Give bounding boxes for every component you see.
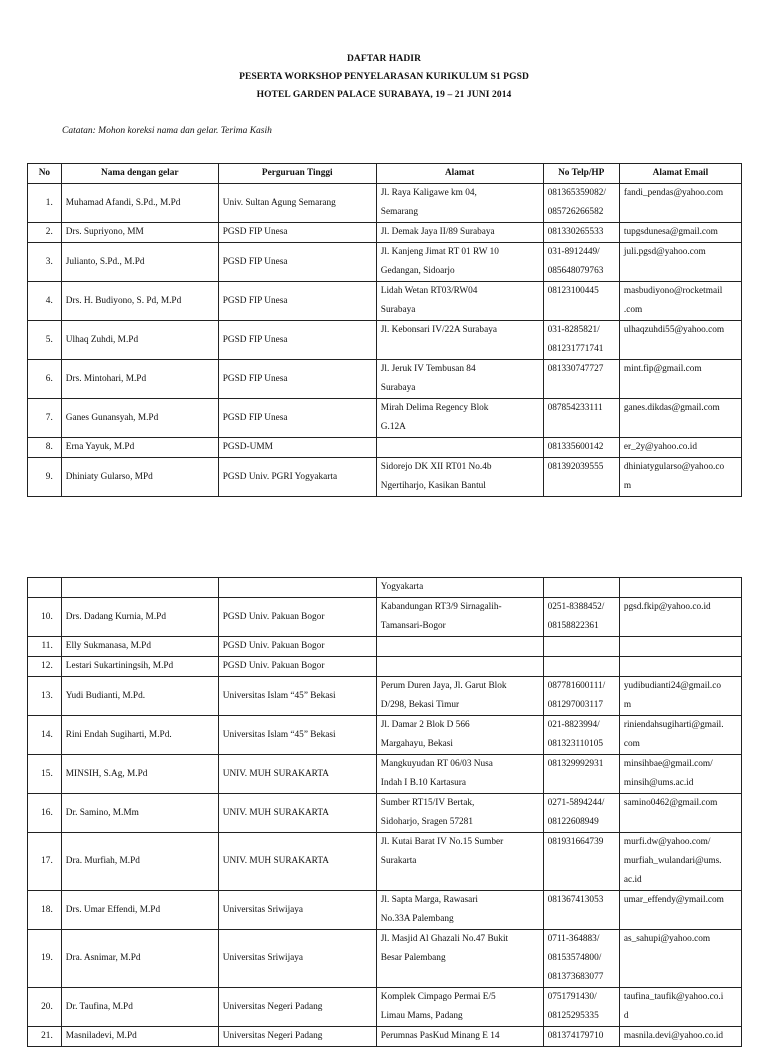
table-row xyxy=(28,243,742,282)
participant-name: Muhamad Afandi, S.Pd., M.Pd xyxy=(61,184,218,223)
phone-number: 031-8285821/ 081231771741 xyxy=(543,321,619,360)
participant-name: Julianto, S.Pd., M.Pd xyxy=(61,243,218,282)
table-row xyxy=(28,321,742,360)
phone-number: 081365359082/ 085726266582 xyxy=(543,184,619,223)
email-address xyxy=(619,578,741,598)
phone-number: 081329992931 xyxy=(543,755,619,794)
row-number: 7. xyxy=(28,399,62,438)
table-row xyxy=(28,755,742,794)
university: PGSD-UMM xyxy=(218,438,376,458)
phone-number: 081330747727 xyxy=(543,360,619,399)
phone-number: 081374179710 xyxy=(543,1027,619,1047)
email-address: tupgsdunesa@gmail.com xyxy=(619,223,741,243)
email-address: murfi.dw@yahoo.com/ murfiah_wulandari@ums. ac.id xyxy=(619,833,741,891)
address: Perum Duren Jaya, Jl. Garut Blok D/298, Bekasi Timur xyxy=(376,677,543,716)
row-number: 8. xyxy=(28,438,62,458)
row-number: 15. xyxy=(28,755,62,794)
email-address: masnila.devi@yahoo.co.id xyxy=(619,1027,741,1047)
phone-number xyxy=(543,637,619,657)
attendance-table-1 xyxy=(27,163,742,497)
university: PGSD FIP Unesa xyxy=(218,223,376,243)
email-address: taufina_taufik@yahoo.co.i d xyxy=(619,988,741,1027)
table-row xyxy=(28,360,742,399)
university: UNIV. MUH SURAKARTA xyxy=(218,794,376,833)
address xyxy=(376,637,543,657)
participant-name: MINSIH, S.Ag, M.Pd xyxy=(61,755,218,794)
email-address: mint.fip@gmail.com xyxy=(619,360,741,399)
column-header-no: No xyxy=(28,164,62,184)
phone-number xyxy=(543,578,619,598)
phone-number: 081335600142 xyxy=(543,438,619,458)
university: Universitas Negeri Padang xyxy=(218,988,376,1027)
column-header-name: Nama dengan gelar xyxy=(61,164,218,184)
table-header-row xyxy=(28,164,742,184)
email-address: yudibudianti24@gmail.co m xyxy=(619,677,741,716)
university: PGSD Univ. Pakuan Bogor xyxy=(218,657,376,677)
document-subtitle: PESERTA WORKSHOP PENYELARASAN KURIKULUM S1 PGSD xyxy=(239,72,529,82)
row-number: 3. xyxy=(28,243,62,282)
document-title: DAFTAR HADIR xyxy=(346,54,422,64)
table-row xyxy=(28,223,742,243)
row-number: 21. xyxy=(28,1027,62,1047)
row-number: 13. xyxy=(28,677,62,716)
table-row xyxy=(28,598,742,637)
address: Jl. Kutai Barat IV No.15 Sumber Surakarta xyxy=(376,833,543,891)
row-number: 1. xyxy=(28,184,62,223)
table-row xyxy=(28,716,742,755)
row-number: 16. xyxy=(28,794,62,833)
email-address: samino0462@gmail.com xyxy=(619,794,741,833)
document-venue: HOTEL GARDEN PALACE SURABAYA, 19 – 21 JUNI 2014 xyxy=(256,90,512,100)
table-row xyxy=(28,657,742,677)
email-address: juli.pgsd@yahoo.com xyxy=(619,243,741,282)
row-number: 20. xyxy=(28,988,62,1027)
table-row xyxy=(28,988,742,1027)
email-address: masbudiyono@rocketmail .com xyxy=(619,282,741,321)
address xyxy=(376,438,543,458)
address: Sidorejo DK XII RT01 No.4b Ngertiharjo, Kasikan Bantul xyxy=(376,458,543,497)
column-header-university: Perguruan Tinggi xyxy=(218,164,376,184)
phone-number: 0271-5894244/ 08122608949 xyxy=(543,794,619,833)
row-number: 18. xyxy=(28,891,62,930)
university: UNIV. MUH SURAKARTA xyxy=(218,755,376,794)
participant-name: Drs. Umar Effendi, M.Pd xyxy=(61,891,218,930)
table-row xyxy=(28,677,742,716)
university: PGSD FIP Unesa xyxy=(218,321,376,360)
university: Universitas Negeri Padang xyxy=(218,1027,376,1047)
row-number: 19. xyxy=(28,930,62,988)
university: PGSD FIP Unesa xyxy=(218,399,376,438)
participant-name: Drs. Supriyono, MM xyxy=(61,223,218,243)
phone-number: 0751791430/ 08125295335 xyxy=(543,988,619,1027)
email-address: fandi_pendas@yahoo.com xyxy=(619,184,741,223)
row-number: 11. xyxy=(28,637,62,657)
column-header-address: Alamat xyxy=(376,164,543,184)
university: Univ. Sultan Agung Semarang xyxy=(218,184,376,223)
participant-name: Rini Endah Sugiharti, M.Pd. xyxy=(61,716,218,755)
phone-number xyxy=(543,657,619,677)
table-row xyxy=(28,578,742,598)
table-row xyxy=(28,184,742,223)
row-number: 5. xyxy=(28,321,62,360)
phone-number: 031-8912449/ 085648079763 xyxy=(543,243,619,282)
row-number: 12. xyxy=(28,657,62,677)
address: Komplek Cimpago Permai E/5 Limau Mams, Padang xyxy=(376,988,543,1027)
university: PGSD FIP Unesa xyxy=(218,282,376,321)
phone-number: 0711-364883/ 08153574800/ 081373683077 xyxy=(543,930,619,988)
email-address: pgsd.fkip@yahoo.co.id xyxy=(619,598,741,637)
email-address: riniendahsugiharti@gmail. com xyxy=(619,716,741,755)
address: Jl. Kebonsari IV/22A Surabaya xyxy=(376,321,543,360)
address: Mirah Delima Regency Blok G.12A xyxy=(376,399,543,438)
row-number: 2. xyxy=(28,223,62,243)
participant-name: Dra. Asnimar, M.Pd xyxy=(61,930,218,988)
address: Jl. Raya Kaligawe km 04, Semarang xyxy=(376,184,543,223)
phone-number: 087781600111/ 081297003117 xyxy=(543,677,619,716)
university: Universitas Sriwijaya xyxy=(218,930,376,988)
participant-name: Erna Yayuk, M.Pd xyxy=(61,438,218,458)
email-address: er_2y@yahoo.co.id xyxy=(619,438,741,458)
phone-number: 087854233111 xyxy=(543,399,619,438)
phone-number: 021-8823994/ 081323110105 xyxy=(543,716,619,755)
phone-number: 08123100445 xyxy=(543,282,619,321)
email-address xyxy=(619,637,741,657)
table-row xyxy=(28,458,742,497)
address: Jl. Damar 2 Blok D 566 Margahayu, Bekasi xyxy=(376,716,543,755)
table-row xyxy=(28,637,742,657)
university: Universitas Islam “45” Bekasi xyxy=(218,677,376,716)
phone-number: 081330265533 xyxy=(543,223,619,243)
participant-name xyxy=(61,578,218,598)
row-number xyxy=(28,578,62,598)
email-address: dhiniatygularso@yahoo.co m xyxy=(619,458,741,497)
participant-name: Lestari Sukartiningsih, M.Pd xyxy=(61,657,218,677)
participant-name: Elly Sukmanasa, M.Pd xyxy=(61,637,218,657)
table-row xyxy=(28,438,742,458)
table-row xyxy=(28,282,742,321)
university: PGSD Univ. Pakuan Bogor xyxy=(218,598,376,637)
address: Jl. Demak Jaya II/89 Surabaya xyxy=(376,223,543,243)
university: PGSD FIP Unesa xyxy=(218,360,376,399)
address: Jl. Jeruk IV Tembusan 84 Surabaya xyxy=(376,360,543,399)
phone-number: 081367413053 xyxy=(543,891,619,930)
table-row xyxy=(28,794,742,833)
email-address: ganes.dikdas@gmail.com xyxy=(619,399,741,438)
address: Lidah Wetan RT03/RW04 Surabaya xyxy=(376,282,543,321)
participant-name: Masniladevi, M.Pd xyxy=(61,1027,218,1047)
column-header-email: Alamat Email xyxy=(619,164,741,184)
table-row xyxy=(28,1027,742,1047)
table-row xyxy=(28,930,742,988)
address: Sumber RT15/IV Bertak, Sidoharjo, Sragen 57281 xyxy=(376,794,543,833)
email-address: ulhaqzuhdi55@yahoo.com xyxy=(619,321,741,360)
university: PGSD FIP Unesa xyxy=(218,243,376,282)
address xyxy=(376,657,543,677)
email-address: umar_effendy@ymail.com xyxy=(619,891,741,930)
correction-note: Catatan: Mohon koreksi nama dan gelar. Terima Kasih xyxy=(62,126,272,136)
address: Jl. Sapta Marga, Rawasari No.33A Palembang xyxy=(376,891,543,930)
table-row xyxy=(28,833,742,891)
university xyxy=(218,578,376,598)
participant-name: Drs. Dadang Kurnia, M.Pd xyxy=(61,598,218,637)
email-address: minsihbae@gmail.com/ minsih@ums.ac.id xyxy=(619,755,741,794)
email-address: as_sahupi@yahoo.com xyxy=(619,930,741,988)
participant-name: Dr. Samino, M.Mm xyxy=(61,794,218,833)
row-number: 4. xyxy=(28,282,62,321)
row-number: 17. xyxy=(28,833,62,891)
participant-name: Yudi Budianti, M.Pd. xyxy=(61,677,218,716)
address: Kabandungan RT3/9 Sirnagalih- Tamansari-Bogor xyxy=(376,598,543,637)
column-header-phone: No Telp/HP xyxy=(543,164,619,184)
university: PGSD Univ. PGRI Yogyakarta xyxy=(218,458,376,497)
row-number: 10. xyxy=(28,598,62,637)
participant-name: Ganes Gunansyah, M.Pd xyxy=(61,399,218,438)
participant-name: Drs. H. Budiyono, S. Pd, M.Pd xyxy=(61,282,218,321)
phone-number: 081392039555 xyxy=(543,458,619,497)
table-row xyxy=(28,399,742,438)
participant-name: Dhiniaty Gularso, MPd xyxy=(61,458,218,497)
university: Universitas Sriwijaya xyxy=(218,891,376,930)
participant-name: Dra. Murfiah, M.Pd xyxy=(61,833,218,891)
attendance-table-2 xyxy=(27,577,742,1047)
address: Perumnas PasKud Minang E 14 xyxy=(376,1027,543,1047)
university: Universitas Islam “45” Bekasi xyxy=(218,716,376,755)
row-number: 9. xyxy=(28,458,62,497)
phone-number: 0251-8388452/ 08158822361 xyxy=(543,598,619,637)
participant-name: Dr. Taufina, M.Pd xyxy=(61,988,218,1027)
table-row xyxy=(28,891,742,930)
address: Jl. Masjid Al Ghazali No.47 Bukit Besar Palembang xyxy=(376,930,543,988)
email-address xyxy=(619,657,741,677)
address: Mangkuyudan RT 06/03 Nusa Indah I B.10 Kartasura xyxy=(376,755,543,794)
address: Jl. Kanjeng Jimat RT 01 RW 10 Gedangan, Sidoarjo xyxy=(376,243,543,282)
address: Yogyakarta xyxy=(376,578,543,598)
university: PGSD Univ. Pakuan Bogor xyxy=(218,637,376,657)
row-number: 6. xyxy=(28,360,62,399)
row-number: 14. xyxy=(28,716,62,755)
university: UNIV. MUH SURAKARTA xyxy=(218,833,376,891)
phone-number: 081931664739 xyxy=(543,833,619,891)
participant-name: Drs. Mintohari, M.Pd xyxy=(61,360,218,399)
participant-name: Ulhaq Zuhdi, M.Pd xyxy=(61,321,218,360)
